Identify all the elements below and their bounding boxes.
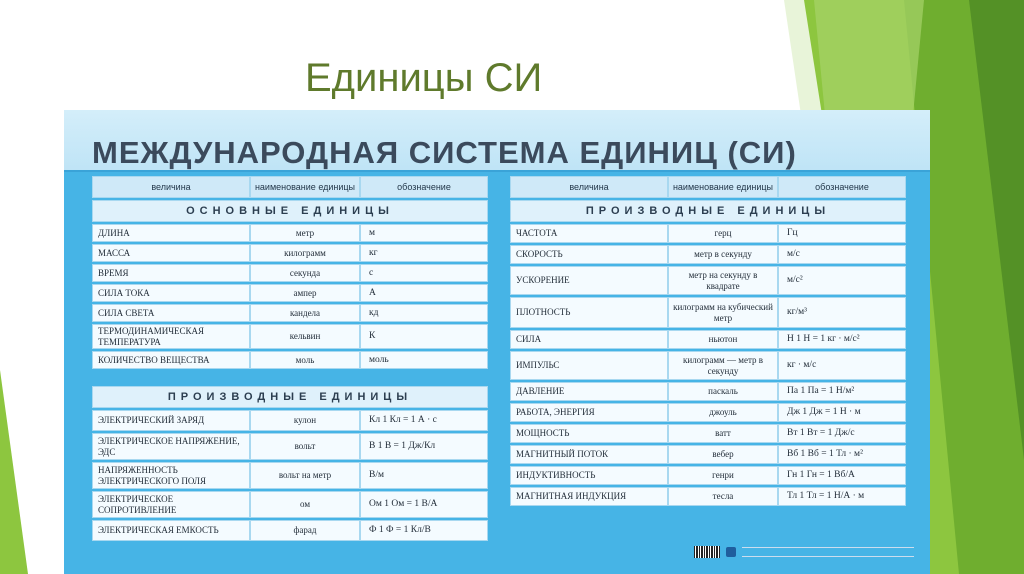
symbol-cell: В/м <box>360 462 488 489</box>
publisher-logo-icon <box>726 547 736 557</box>
table-row <box>92 304 488 323</box>
fine-print <box>742 547 914 557</box>
header-quantity: величина <box>92 176 250 198</box>
quantity-cell: МАССА <box>92 244 250 262</box>
table-row <box>510 224 906 244</box>
symbol-cell: К <box>360 324 488 349</box>
quantity-cell: СИЛА СВЕТА <box>92 304 250 322</box>
symbol-cell: м <box>360 224 488 242</box>
table-row <box>92 520 488 542</box>
left-green-stripe <box>0 0 40 574</box>
quantity-cell: ТЕРМОДИНАМИЧЕСКАЯ ТЕМПЕРАТУРА <box>92 324 250 349</box>
table-row <box>92 462 488 490</box>
table-row <box>510 466 906 486</box>
unit-name-cell: метр на секунду в квадрате <box>668 266 778 295</box>
symbol-cell: Вб 1 Вб = 1 Тл · м² <box>778 445 906 464</box>
table-row <box>510 297 906 329</box>
poster-publisher-footer <box>694 544 914 560</box>
section-derived-units-right: ПРОИЗВОДНЫЕ ЕДИНИЦЫ <box>510 200 906 222</box>
quantity-cell: ЭЛЕКТРИЧЕСКИЙ ЗАРЯД <box>92 410 250 431</box>
quantity-cell: МАГНИТНАЯ ИНДУКЦИЯ <box>510 487 668 506</box>
unit-name-cell: килограмм на кубический метр <box>668 297 778 328</box>
table-row <box>92 410 488 432</box>
unit-name-cell: секунда <box>250 264 360 282</box>
unit-name-cell: ампер <box>250 284 360 302</box>
quantity-cell: РАБОТА, ЭНЕРГИЯ <box>510 403 668 422</box>
unit-name-cell: вебер <box>668 445 778 464</box>
table-row <box>92 351 488 370</box>
symbol-cell: Н 1 Н = 1 кг · м/с² <box>778 330 906 349</box>
quantity-cell: МОЩНОСТЬ <box>510 424 668 443</box>
quantity-cell: УСКОРЕНИЕ <box>510 266 668 295</box>
table-row <box>92 224 488 243</box>
table-row <box>510 445 906 465</box>
quantity-cell: ВРЕМЯ <box>92 264 250 282</box>
symbol-cell: Ом 1 Ом = 1 В/А <box>360 491 488 518</box>
symbol-cell: Па 1 Па = 1 Н/м² <box>778 382 906 401</box>
table-row <box>510 245 906 265</box>
table-row <box>510 330 906 350</box>
poster-header <box>64 110 930 172</box>
unit-name-cell: генри <box>668 466 778 485</box>
quantity-cell: ЭЛЕКТРИЧЕСКОЕ НАПРЯЖЕНИЕ, ЭДС <box>92 433 250 460</box>
unit-name-cell: ньютон <box>668 330 778 349</box>
symbol-cell: кг · м/с <box>778 351 906 380</box>
unit-name-cell: метр <box>250 224 360 242</box>
quantity-cell: ЭЛЕКТРИЧЕСКАЯ ЕМКОСТЬ <box>92 520 250 541</box>
right-header-row <box>510 176 906 198</box>
symbol-cell: Гц <box>778 224 906 243</box>
table-row <box>510 487 906 507</box>
unit-name-cell: кулон <box>250 410 360 431</box>
table-row <box>510 424 906 444</box>
header-unit-name: наименование единицы <box>250 176 360 198</box>
symbol-cell: В 1 В = 1 Дж/Кл <box>360 433 488 460</box>
unit-name-cell: моль <box>250 351 360 369</box>
unit-name-cell: ватт <box>668 424 778 443</box>
table-row <box>92 433 488 461</box>
unit-name-cell: тесла <box>668 487 778 506</box>
unit-name-cell: фарад <box>250 520 360 541</box>
unit-name-cell: вольт <box>250 433 360 460</box>
symbol-cell: кд <box>360 304 488 322</box>
si-units-poster <box>64 110 930 574</box>
unit-name-cell: метр в секунду <box>668 245 778 264</box>
symbol-cell: кг/м³ <box>778 297 906 328</box>
symbol-cell: Кл 1 Кл = 1 А · с <box>360 410 488 431</box>
quantity-cell: ЧАСТОТА <box>510 224 668 243</box>
quantity-cell: НАПРЯЖЕННОСТЬ ЭЛЕКТРИЧЕСКОГО ПОЛЯ <box>92 462 250 489</box>
section-derived-units-left: ПРОИЗВОДНЫЕ ЕДИНИЦЫ <box>92 386 488 408</box>
unit-name-cell: герц <box>668 224 778 243</box>
header-quantity: величина <box>510 176 668 198</box>
table-row <box>92 284 488 303</box>
unit-name-cell: кельвин <box>250 324 360 349</box>
symbol-cell: моль <box>360 351 488 369</box>
unit-name-cell: джоуль <box>668 403 778 422</box>
symbol-cell: Гн 1 Гн = 1 Вб/А <box>778 466 906 485</box>
symbol-cell: с <box>360 264 488 282</box>
quantity-cell: ИНДУКТИВНОСТЬ <box>510 466 668 485</box>
left-header-row <box>92 176 488 198</box>
table-row <box>92 244 488 263</box>
symbol-cell: м/с <box>778 245 906 264</box>
table-row <box>510 403 906 423</box>
quantity-cell: СИЛА <box>510 330 668 349</box>
quantity-cell: ЭЛЕКТРИЧЕСКОЕ СОПРОТИВЛЕНИЕ <box>92 491 250 518</box>
quantity-cell: ИМПУЛЬС <box>510 351 668 380</box>
unit-name-cell: килограмм — метр в секунду <box>668 351 778 380</box>
quantity-cell: КОЛИЧЕСТВО ВЕЩЕСТВА <box>92 351 250 369</box>
table-row <box>510 351 906 381</box>
left-table <box>92 176 492 544</box>
table-row <box>92 491 488 519</box>
quantity-cell: ДЛИНА <box>92 224 250 242</box>
barcode-icon <box>694 546 720 558</box>
unit-name-cell: вольт на метр <box>250 462 360 489</box>
symbol-cell: Ф 1 Ф = 1 Кл/В <box>360 520 488 541</box>
unit-name-cell: кандела <box>250 304 360 322</box>
unit-name-cell: ом <box>250 491 360 518</box>
quantity-cell: ПЛОТНОСТЬ <box>510 297 668 328</box>
symbol-cell: Дж 1 Дж = 1 Н · м <box>778 403 906 422</box>
quantity-cell: МАГНИТНЫЙ ПОТОК <box>510 445 668 464</box>
symbol-cell: Вт 1 Вт = 1 Дж/с <box>778 424 906 443</box>
table-row <box>92 264 488 283</box>
section-base-units: ОСНОВНЫЕ ЕДИНИЦЫ <box>92 200 488 222</box>
right-table <box>510 176 910 544</box>
symbol-cell: А <box>360 284 488 302</box>
symbol-cell: м/с² <box>778 266 906 295</box>
quantity-cell: ДАВЛЕНИЕ <box>510 382 668 401</box>
unit-name-cell: паскаль <box>668 382 778 401</box>
table-row <box>510 382 906 402</box>
header-symbol: обозначение <box>360 176 488 198</box>
header-unit-name: наименование единицы <box>668 176 778 198</box>
quantity-cell: СИЛА ТОКА <box>92 284 250 302</box>
symbol-cell: кг <box>360 244 488 262</box>
slide-title: Единицы СИ <box>305 56 543 100</box>
table-row <box>92 324 488 350</box>
poster-title: МЕЖДУНАРОДНАЯ СИСТЕМА ЕДИНИЦ (СИ) <box>92 135 797 170</box>
quantity-cell: СКОРОСТЬ <box>510 245 668 264</box>
header-symbol: обозначение <box>778 176 906 198</box>
table-row <box>510 266 906 296</box>
symbol-cell: Тл 1 Тл = 1 Н/А · м <box>778 487 906 506</box>
unit-name-cell: килограмм <box>250 244 360 262</box>
